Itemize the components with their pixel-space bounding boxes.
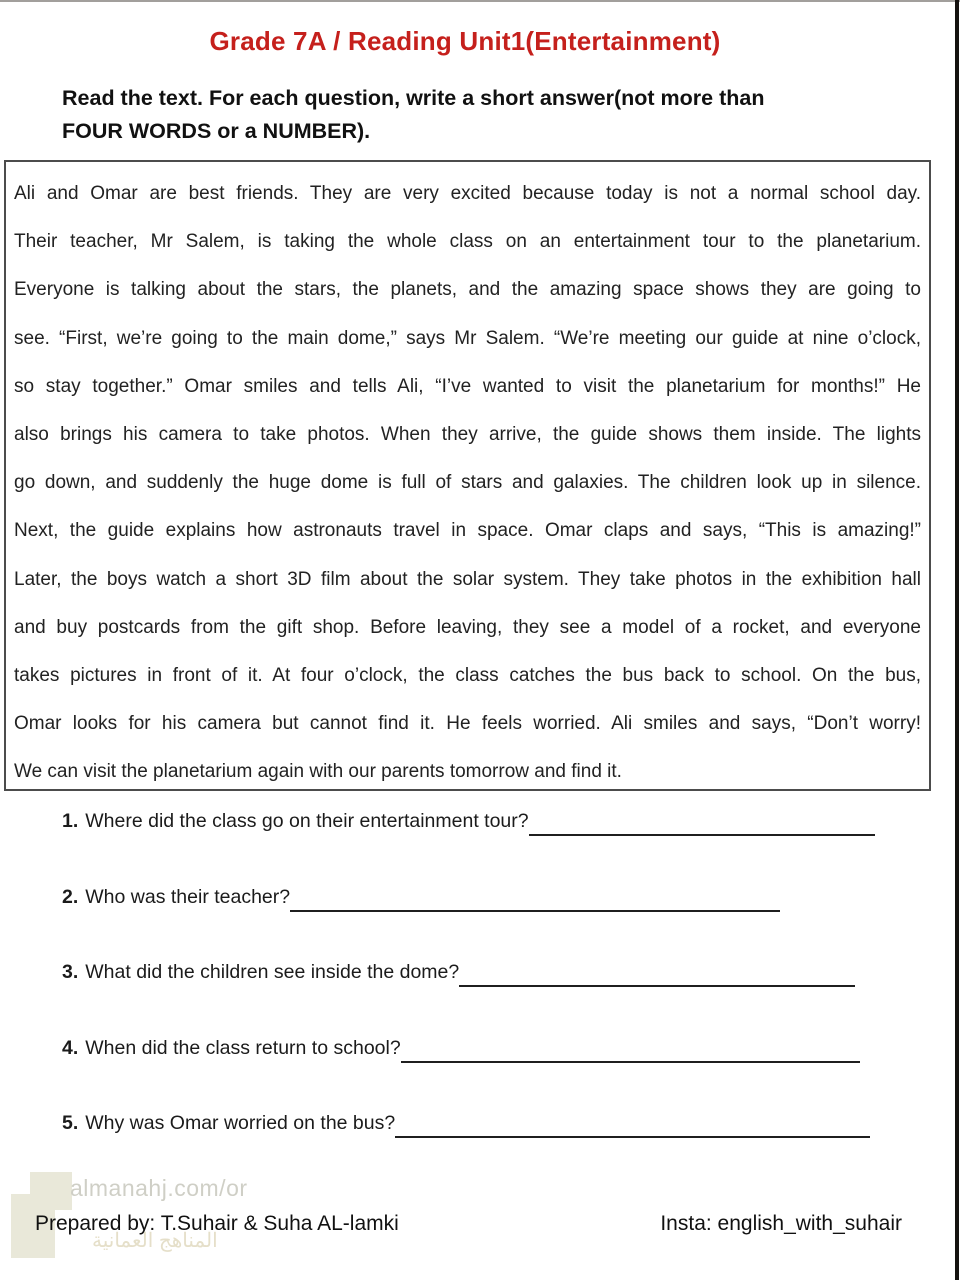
instructions-line-1: Read the text. For each question, write a short answer(not more than (62, 86, 765, 110)
passage-line: We can visit the planetarium again with our parents tomorrow and find it. (14, 761, 622, 783)
question-number: 1. (62, 810, 79, 832)
passage-line: go down, and suddenly the huge dome is full of stars and galaxies. The children look up in silence. (14, 472, 921, 494)
question-number: 2. (62, 885, 79, 908)
questions-list (62, 808, 882, 1186)
question-row (62, 959, 855, 987)
question-number: 3. (62, 961, 79, 983)
passage-line: Their teacher, Mr Salem, is taking the whole class on an entertainment tour to the planetarium. (14, 231, 921, 253)
question-text: What did the children see inside the dome? (85, 961, 460, 983)
question-row (62, 1035, 860, 1063)
answer-blank (459, 959, 855, 987)
question-text: Where did the class go on their entertainment tour? (85, 810, 529, 832)
passage-line: so stay together.” Omar smiles and tells Ali, “I’ve wanted to visit the planetarium for months!” He (14, 375, 921, 397)
answer-blank (290, 884, 780, 912)
footer-instagram: Insta: english_with_suhair (660, 1212, 902, 1235)
page-right-edge-line (955, 0, 959, 1280)
question-row (62, 1110, 870, 1138)
passage-line: Ali and Omar are best friends. They are very excited because today is not a normal school day. (14, 183, 921, 204)
question-text: Why was Omar worried on the bus? (85, 1112, 396, 1134)
watermark-site-text: almanahj.com/or (70, 1175, 248, 1201)
passage-line: see. “First, we’re going to the main dome,” says Mr Salem. “We’re meeting our guide at nine o’clock, (14, 327, 921, 349)
question-row (62, 808, 875, 836)
question-text: When did the class return to school? (85, 1036, 401, 1059)
answer-blank (401, 1035, 860, 1063)
watermark-arabic-text: المناهج العمانية (92, 1230, 218, 1252)
passage-line: Everyone is talking about the stars, the planets, and the amazing space shows they are going to (14, 279, 921, 301)
question-number: 4. (62, 1036, 79, 1059)
passage-line: Omar looks for his camera but cannot find it. He feels worried. Ali smiles and says, “Don’t worry! (14, 713, 921, 735)
passage-line: takes pictures in front of it. At four o’clock, the class catches the bus back to school. On the bus, (14, 665, 921, 687)
passage-line: Next, the guide explains how astronauts travel in space. Omar claps and says, “This is amazing!” (14, 520, 921, 542)
answer-blank (529, 808, 875, 836)
reading-passage-box (4, 160, 931, 791)
answer-blank (395, 1110, 870, 1138)
question-row (62, 884, 780, 912)
instructions (62, 82, 872, 148)
page-top-edge-line (0, 0, 960, 2)
instructions-line-2: FOUR WORDS or a NUMBER). (62, 119, 371, 143)
worksheet-title: Grade 7A / Reading Unit1(Entertainment) (209, 26, 721, 56)
footer-prepared-by: Prepared by: T.Suhair & Suha AL-lamki (35, 1212, 399, 1235)
passage-line: also brings his camera to take photos. When they arrive, the guide shows them inside. The lights (14, 424, 921, 446)
passage-line: Later, the boys watch a short 3D film about the solar system. They take photos in the exhibition hall (14, 568, 921, 590)
question-text: Who was their teacher? (85, 885, 291, 908)
question-number: 5. (62, 1112, 79, 1134)
passage-line: and buy postcards from the gift shop. Before leaving, they see a model of a rocket, and everyone (14, 616, 921, 638)
footer (0, 1212, 960, 1236)
